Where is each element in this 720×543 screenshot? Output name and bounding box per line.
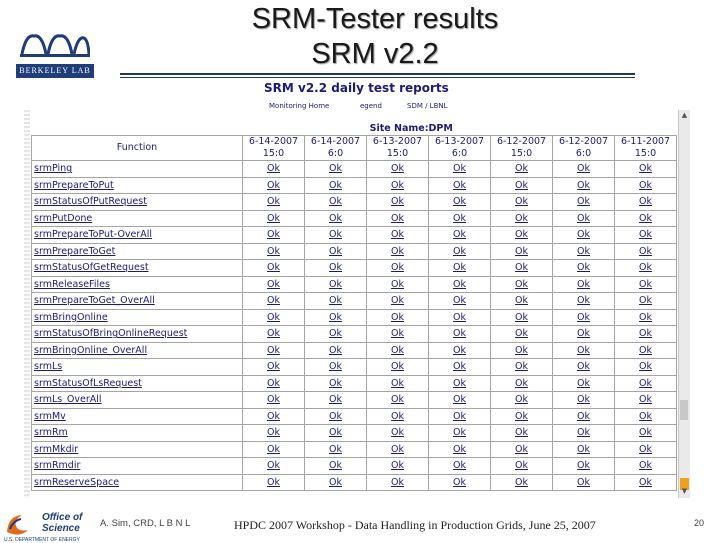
status-link[interactable]: Ok <box>491 227 553 244</box>
author: A. Sim, CRD, L B N L <box>100 518 191 529</box>
status-link[interactable]: Ok <box>367 474 429 491</box>
status-link[interactable]: Ok <box>429 441 491 458</box>
status-link[interactable]: Ok <box>243 342 305 359</box>
title-rule <box>120 73 635 75</box>
scroll-up-icon[interactable]: ▲ <box>681 111 688 119</box>
site-row <box>32 121 677 136</box>
status-link[interactable]: Ok <box>243 293 305 310</box>
table-row <box>32 375 677 392</box>
status-link[interactable]: Ok <box>305 458 367 475</box>
date-label: 6-12-2007 <box>496 136 547 147</box>
frame-edge <box>24 110 30 498</box>
site-value: DPM <box>428 122 453 134</box>
function-link[interactable]: srmPrepareToPut <box>32 177 243 194</box>
date-header <box>615 136 677 161</box>
science-text: Science <box>42 523 80 534</box>
status-link[interactable]: Ok <box>491 425 553 442</box>
function-link[interactable]: srmPing <box>32 161 243 178</box>
time-label: 6:0 <box>451 148 468 159</box>
status-link[interactable]: Ok <box>491 161 553 178</box>
date-label: 6-12-2007 <box>558 136 609 147</box>
status-link[interactable]: Ok <box>615 276 677 293</box>
status-link[interactable]: Ok <box>305 392 367 409</box>
function-link[interactable]: srmReleaseFiles <box>32 276 243 293</box>
office-of-text: Office of <box>42 512 83 523</box>
status-link[interactable]: Ok <box>553 326 615 343</box>
status-link[interactable]: Ok <box>491 441 553 458</box>
status-link[interactable]: Ok <box>615 326 677 343</box>
function-link[interactable]: srmPrepareToGet_OverAll <box>32 293 243 310</box>
status-link[interactable]: Ok <box>491 210 553 227</box>
status-link[interactable]: Ok <box>553 210 615 227</box>
table-row <box>32 194 677 211</box>
status-link[interactable]: Ok <box>305 359 367 376</box>
table-row <box>32 293 677 310</box>
workshop-title: HPDC 2007 Workshop - Data Handling in Production Grids, June 25, 2007 <box>234 518 596 532</box>
status-link[interactable]: Ok <box>615 359 677 376</box>
table-row <box>32 161 677 178</box>
status-link[interactable]: Ok <box>615 194 677 211</box>
function-link[interactable]: srmPrepareToGet <box>32 243 243 260</box>
nav-link-monitoring-home[interactable]: Monitoring Home <box>269 102 330 110</box>
page-number: 20 <box>694 518 705 528</box>
status-link[interactable]: Ok <box>243 441 305 458</box>
date-header <box>429 136 491 161</box>
table-row <box>32 309 677 326</box>
doe-text: U.S. DEPARTMENT OF ENERGY <box>4 537 80 543</box>
date-label: 6-11-2007 <box>620 136 671 147</box>
table-row <box>32 326 677 343</box>
status-link[interactable]: Ok <box>367 177 429 194</box>
status-link[interactable]: Ok <box>429 342 491 359</box>
status-link[interactable]: Ok <box>243 276 305 293</box>
status-link[interactable]: Ok <box>367 161 429 178</box>
slide-title-line2: SRM v2.2 <box>311 38 439 70</box>
status-link[interactable]: Ok <box>243 408 305 425</box>
function-link[interactable]: srmBringOnline_OverAll <box>32 342 243 359</box>
status-link[interactable]: Ok <box>367 392 429 409</box>
status-link[interactable]: Ok <box>243 260 305 277</box>
date-header <box>367 136 429 161</box>
status-link[interactable]: Ok <box>243 161 305 178</box>
function-link[interactable]: srmStatusOfPutRequest <box>32 194 243 211</box>
header-row <box>32 136 677 161</box>
status-link[interactable]: Ok <box>243 359 305 376</box>
function-header: Function <box>32 136 243 161</box>
table-row <box>32 359 677 376</box>
status-link[interactable]: Ok <box>429 359 491 376</box>
status-link[interactable]: Ok <box>305 326 367 343</box>
status-link[interactable]: Ok <box>553 342 615 359</box>
status-link[interactable]: Ok <box>615 161 677 178</box>
status-link[interactable]: Ok <box>367 276 429 293</box>
status-link[interactable]: Ok <box>553 359 615 376</box>
status-link[interactable]: Ok <box>615 441 677 458</box>
status-link[interactable]: Ok <box>305 293 367 310</box>
function-link[interactable]: srmBringOnline <box>32 309 243 326</box>
status-link[interactable]: Ok <box>553 243 615 260</box>
logo-text: BERKELEY LAB <box>16 64 94 78</box>
table-row <box>32 243 677 260</box>
status-link[interactable]: Ok <box>367 342 429 359</box>
status-link[interactable]: Ok <box>305 309 367 326</box>
status-link[interactable]: Ok <box>615 474 677 491</box>
table-row <box>32 177 677 194</box>
function-link[interactable]: srmStatusOfLsRequest <box>32 375 243 392</box>
status-link[interactable]: Ok <box>305 161 367 178</box>
status-link[interactable]: Ok <box>367 326 429 343</box>
status-link[interactable]: Ok <box>491 392 553 409</box>
status-link[interactable]: Ok <box>243 194 305 211</box>
status-link[interactable]: Ok <box>553 441 615 458</box>
status-link[interactable]: Ok <box>615 177 677 194</box>
function-link[interactable]: srmReserveSpace <box>32 474 243 491</box>
status-link[interactable]: Ok <box>367 408 429 425</box>
status-link[interactable]: Ok <box>243 474 305 491</box>
status-link[interactable]: Ok <box>367 309 429 326</box>
function-link[interactable]: srmPutDone <box>32 210 243 227</box>
time-label: 15:0 <box>386 148 409 159</box>
report-heading: SRM v2.2 daily test reports <box>264 81 449 95</box>
status-link[interactable]: Ok <box>615 425 677 442</box>
status-link[interactable]: Ok <box>305 474 367 491</box>
status-link[interactable]: Ok <box>367 227 429 244</box>
table-row <box>32 342 677 359</box>
status-link[interactable]: Ok <box>429 210 491 227</box>
status-link[interactable]: Ok <box>367 458 429 475</box>
berkeley-lab-logo <box>16 12 94 78</box>
report-screenshot <box>24 80 692 498</box>
status-link[interactable]: Ok <box>615 243 677 260</box>
columns-icon <box>20 30 90 58</box>
status-link[interactable]: Ok <box>243 375 305 392</box>
title-rule-thin <box>120 77 635 78</box>
table-row <box>32 210 677 227</box>
status-link[interactable]: Ok <box>491 309 553 326</box>
status-link[interactable]: Ok <box>553 194 615 211</box>
date-header <box>491 136 553 161</box>
status-link[interactable]: Ok <box>615 392 677 409</box>
status-link[interactable]: Ok <box>305 260 367 277</box>
status-link[interactable]: Ok <box>553 293 615 310</box>
table-row <box>32 425 677 442</box>
status-link[interactable]: Ok <box>553 161 615 178</box>
results-table <box>31 121 677 491</box>
status-link[interactable]: Ok <box>491 194 553 211</box>
status-link[interactable]: Ok <box>367 260 429 277</box>
status-link[interactable]: Ok <box>429 227 491 244</box>
status-link[interactable]: Ok <box>429 392 491 409</box>
status-link[interactable]: Ok <box>429 293 491 310</box>
status-link[interactable]: Ok <box>553 177 615 194</box>
status-link[interactable]: Ok <box>305 276 367 293</box>
function-link[interactable]: srmRm <box>32 425 243 442</box>
scroll-thumb[interactable] <box>680 400 688 420</box>
status-link[interactable]: Ok <box>429 161 491 178</box>
time-label: 15:0 <box>262 148 285 159</box>
table-row <box>32 458 677 475</box>
status-link[interactable]: Ok <box>553 458 615 475</box>
status-link[interactable]: Ok <box>553 227 615 244</box>
status-link[interactable]: Ok <box>367 194 429 211</box>
status-link[interactable]: Ok <box>615 260 677 277</box>
table-row <box>32 474 677 491</box>
status-link[interactable]: Ok <box>243 227 305 244</box>
date-label: 6-14-2007 <box>310 136 361 147</box>
function-link[interactable]: srmStatusOfBringOnlineRequest <box>32 326 243 343</box>
status-link[interactable]: Ok <box>367 293 429 310</box>
office-of-science-logo <box>2 510 97 543</box>
function-link[interactable]: srmLs <box>32 359 243 376</box>
time-label: 6:0 <box>327 148 344 159</box>
status-link[interactable]: Ok <box>305 425 367 442</box>
status-link[interactable]: Ok <box>553 408 615 425</box>
status-link[interactable]: Ok <box>429 425 491 442</box>
scroll-down-icon[interactable]: ▼ <box>681 487 688 495</box>
site-label: Site Name: <box>369 122 429 134</box>
status-link[interactable]: Ok <box>243 326 305 343</box>
table-row <box>32 227 677 244</box>
status-link[interactable]: Ok <box>553 375 615 392</box>
table-row <box>32 276 677 293</box>
status-link[interactable]: Ok <box>367 425 429 442</box>
status-link[interactable]: Ok <box>305 408 367 425</box>
status-link[interactable]: Ok <box>553 260 615 277</box>
status-link[interactable]: Ok <box>243 210 305 227</box>
status-link[interactable]: Ok <box>429 458 491 475</box>
status-link[interactable]: Ok <box>305 441 367 458</box>
time-label: 15:0 <box>510 148 533 159</box>
status-link[interactable]: Ok <box>243 425 305 442</box>
status-link[interactable]: Ok <box>491 474 553 491</box>
table-row <box>32 260 677 277</box>
doe-swirl-icon <box>4 512 30 536</box>
status-link[interactable]: Ok <box>491 359 553 376</box>
function-link[interactable]: srmMkdir <box>32 441 243 458</box>
status-link[interactable]: Ok <box>243 392 305 409</box>
status-link[interactable]: Ok <box>429 260 491 277</box>
status-link[interactable]: Ok <box>491 177 553 194</box>
status-link[interactable]: Ok <box>367 359 429 376</box>
status-link[interactable]: Ok <box>615 293 677 310</box>
status-link[interactable]: Ok <box>305 227 367 244</box>
status-link[interactable]: Ok <box>429 408 491 425</box>
status-link[interactable]: Ok <box>243 243 305 260</box>
status-link[interactable]: Ok <box>429 194 491 211</box>
status-link[interactable]: Ok <box>491 260 553 277</box>
status-link[interactable]: Ok <box>429 243 491 260</box>
status-link[interactable]: Ok <box>491 326 553 343</box>
status-link[interactable]: Ok <box>429 375 491 392</box>
status-link[interactable]: Ok <box>367 210 429 227</box>
status-link[interactable]: Ok <box>491 342 553 359</box>
date-label: 6-13-2007 <box>372 136 423 147</box>
slide-title-line1: SRM-Tester results <box>251 3 499 35</box>
status-link[interactable]: Ok <box>305 375 367 392</box>
status-link[interactable]: Ok <box>429 326 491 343</box>
date-label: 6-13-2007 <box>434 136 485 147</box>
status-link[interactable]: Ok <box>429 309 491 326</box>
date-header <box>243 136 305 161</box>
status-link[interactable]: Ok <box>491 276 553 293</box>
table-row <box>32 392 677 409</box>
status-link[interactable]: Ok <box>243 177 305 194</box>
status-link[interactable]: Ok <box>615 342 677 359</box>
status-link[interactable]: Ok <box>305 210 367 227</box>
status-link[interactable]: Ok <box>615 227 677 244</box>
status-link[interactable]: Ok <box>615 210 677 227</box>
status-link[interactable]: Ok <box>553 425 615 442</box>
time-label: 15:0 <box>634 148 657 159</box>
date-header <box>553 136 615 161</box>
status-link[interactable]: Ok <box>491 408 553 425</box>
nav-link-legend[interactable]: egend <box>360 102 382 110</box>
status-link[interactable]: Ok <box>243 309 305 326</box>
vertical-scrollbar[interactable] <box>678 110 690 498</box>
function-link[interactable]: srmPrepareToPut-OverAll <box>32 227 243 244</box>
nav-link-sdm-lbnl[interactable]: SDM / LBNL <box>407 102 448 110</box>
date-header <box>305 136 367 161</box>
result-rows <box>32 161 677 491</box>
table-row <box>32 441 677 458</box>
status-link[interactable]: Ok <box>305 177 367 194</box>
status-link[interactable]: Ok <box>615 309 677 326</box>
status-link[interactable]: Ok <box>615 458 677 475</box>
status-link[interactable]: Ok <box>367 441 429 458</box>
status-link[interactable]: Ok <box>429 177 491 194</box>
function-link[interactable]: srmLs_OverAll <box>32 392 243 409</box>
status-link[interactable]: Ok <box>305 194 367 211</box>
slide-title <box>190 2 560 72</box>
status-link[interactable]: Ok <box>491 293 553 310</box>
status-link[interactable]: Ok <box>243 458 305 475</box>
status-link[interactable]: Ok <box>429 474 491 491</box>
status-link[interactable]: Ok <box>429 276 491 293</box>
table-row <box>32 408 677 425</box>
status-link[interactable]: Ok <box>553 276 615 293</box>
status-link[interactable]: Ok <box>491 243 553 260</box>
status-link[interactable]: Ok <box>615 408 677 425</box>
function-link[interactable]: srmMv <box>32 408 243 425</box>
status-link[interactable]: Ok <box>615 375 677 392</box>
status-link[interactable]: Ok <box>553 392 615 409</box>
function-link[interactable]: srmStatusOfGetRequest <box>32 260 243 277</box>
date-label: 6-14-2007 <box>248 136 299 147</box>
status-link[interactable]: Ok <box>491 458 553 475</box>
function-link[interactable]: srmRmdir <box>32 458 243 475</box>
status-link[interactable]: Ok <box>553 474 615 491</box>
status-link[interactable]: Ok <box>305 342 367 359</box>
status-link[interactable]: Ok <box>367 243 429 260</box>
status-link[interactable]: Ok <box>553 309 615 326</box>
status-link[interactable]: Ok <box>305 243 367 260</box>
status-link[interactable]: Ok <box>491 375 553 392</box>
time-label: 6:0 <box>575 148 592 159</box>
status-link[interactable]: Ok <box>367 375 429 392</box>
